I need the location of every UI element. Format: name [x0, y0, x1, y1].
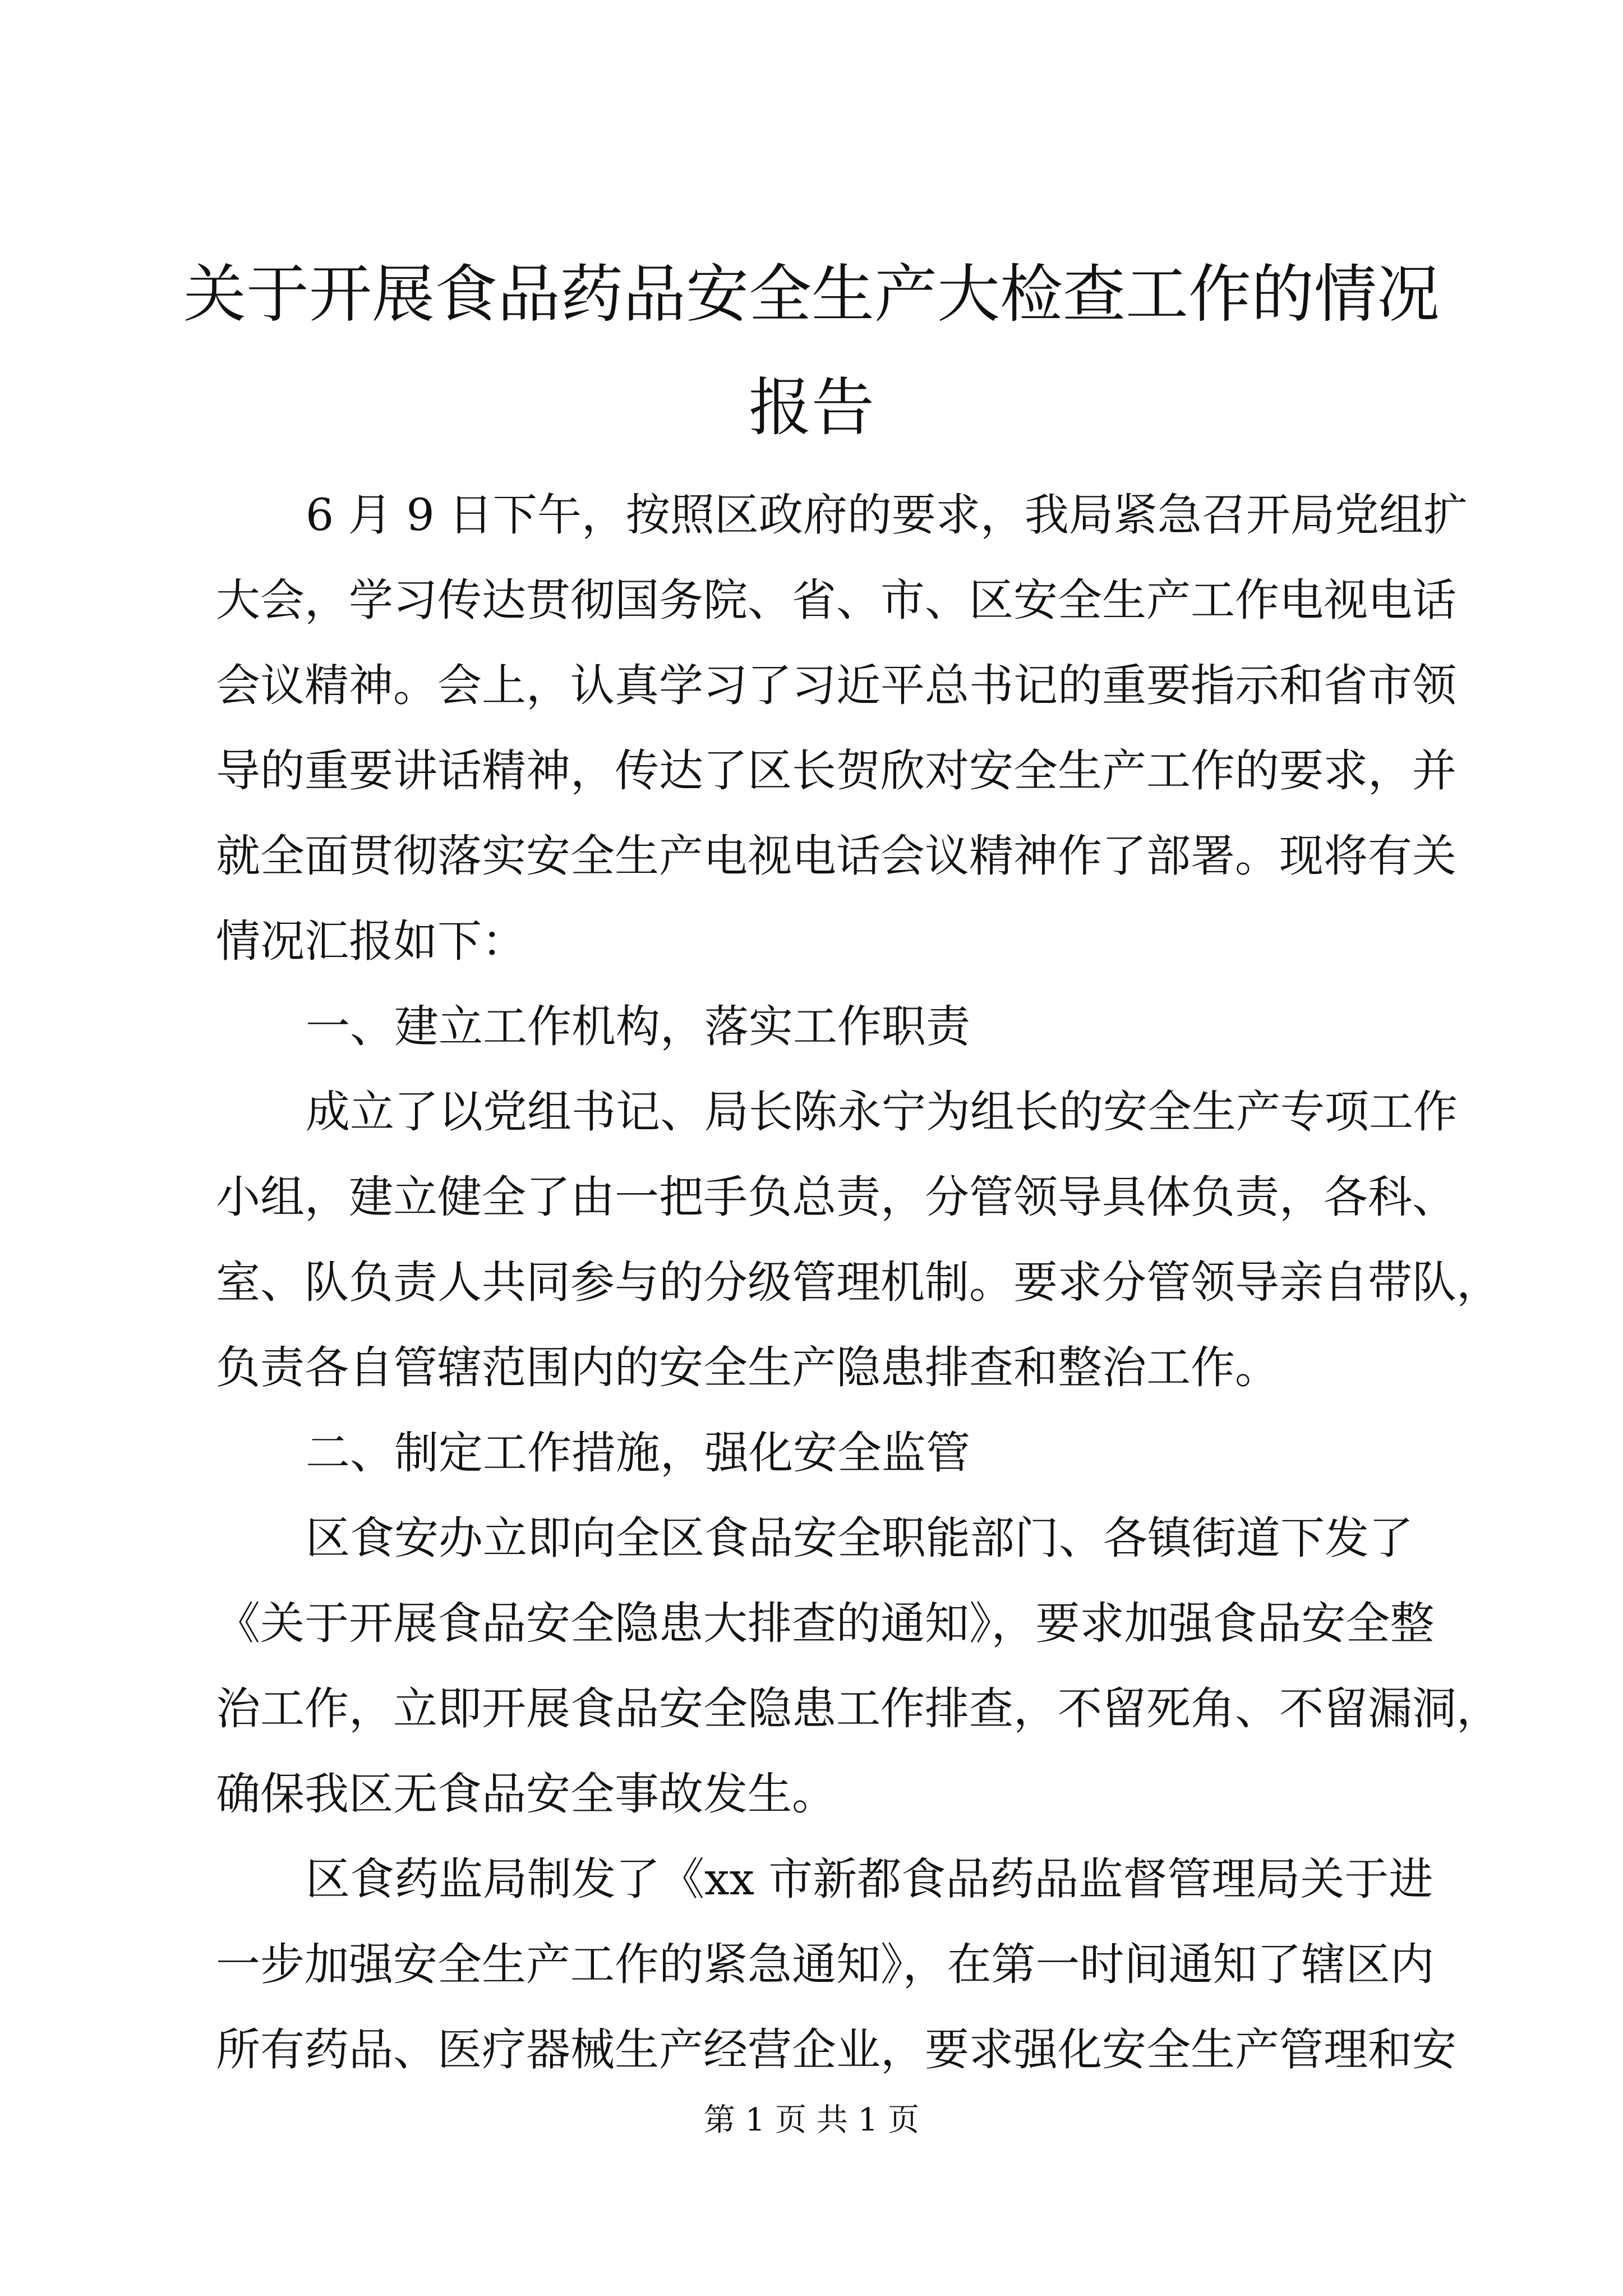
body-line-15: 治工作，立即开展食品安全隐患工作排查，不留死角、不留漏洞，: [216, 1683, 1501, 1734]
body-line-5: 就全面贯彻落实安全生产电视电话会议精神作了部署。现将有关: [216, 830, 1456, 882]
body-line-16: 确保我区无食品安全事故发生。: [216, 1768, 836, 1820]
section-heading-1: 一、建立工作机构，落实工作职责: [306, 1001, 970, 1052]
document-title-line-1: 关于开展食品药品安全生产大检查工作的情况: [183, 258, 1440, 331]
body-line-4: 导的重要讲话精神，传达了区长贺欣对安全生产工作的要求，并: [216, 745, 1456, 797]
body-line-19: 所有药品、医疗器械生产经营企业，要求强化安全生产管理和安: [216, 2024, 1456, 2076]
body-line-13: 区食安办立即向全区食品安全职能部门、各镇街道下发了: [306, 1512, 1413, 1564]
body-line-3: 会议精神。会上，认真学习了习近平总书记的重要指示和省市领: [216, 660, 1456, 711]
page-number-footer: 第 1 页 共 1 页: [703, 2102, 920, 2138]
body-line-2: 大会，学习传达贯彻国务院、省、市、区安全生产工作电视电话: [216, 574, 1456, 626]
body-line-10: 室、队负责人共同参与的分级管理机制。要求分管领导亲自带队，: [216, 1257, 1501, 1308]
body-line-6: 情况汇报如下：: [216, 915, 526, 967]
document-title-line-2: 报告: [749, 371, 874, 444]
section-heading-2: 二、制定工作措施，强化安全监管: [306, 1427, 970, 1479]
body-line-17: 区食药监局制发了《xx 市新都食品药品监督管理局关于进: [306, 1853, 1433, 1905]
body-line-11: 负责各自管辖范围内的安全生产隐患排查和整治工作。: [216, 1342, 1279, 1393]
body-line-9: 小组，建立健全了由一把手负总责，分管领导具体负责，各科、: [216, 1171, 1456, 1223]
body-line-14: 《关于开展食品安全隐患大排查的通知》，要求加强食品安全整: [216, 1598, 1435, 1649]
body-line-8: 成立了以党组书记、局长陈永宁为组长的安全生产专项工作: [306, 1086, 1458, 1138]
body-line-18: 一步加强安全生产工作的紧急通知》，在第一时间通知了辖区内: [216, 1939, 1435, 1990]
body-line-1: 6 月 9 日下午，按照区政府的要求，我局紧急召开局党组扩: [306, 489, 1468, 541]
